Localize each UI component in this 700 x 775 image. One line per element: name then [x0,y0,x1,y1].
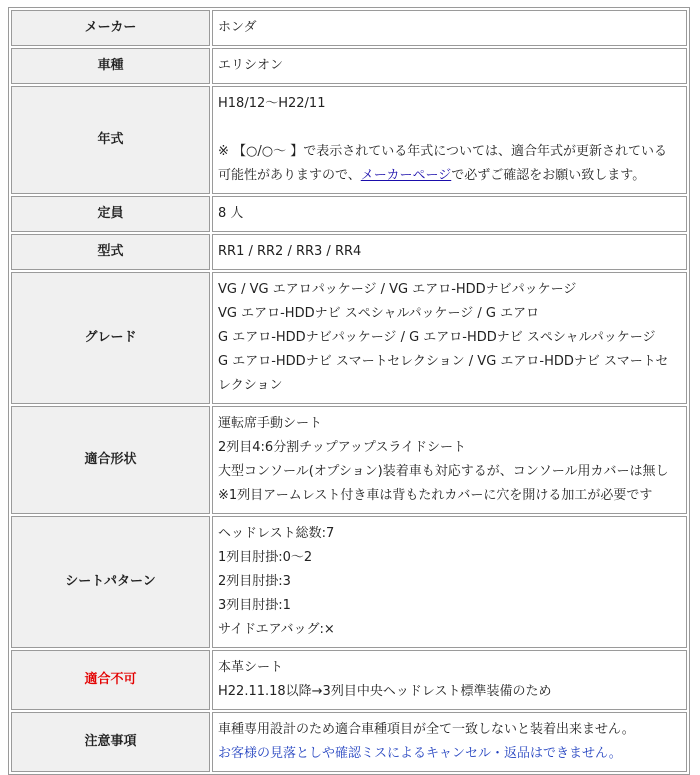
seat-pattern-line: サイドエアバッグ:× [218,622,335,637]
vehicle-fitment-table [8,7,690,775]
fit-shape-line: ※1列目アームレスト付き車は背もたれカバーに穴を開ける加工が必要です [218,488,653,503]
seat-pattern-value-cell [212,516,687,648]
row-capacity [11,196,687,232]
fit-shape-line: 2列目4:6分割チップアップスライドシート [218,440,466,455]
grade-value-cell [212,272,687,404]
year-note-pre: 可能性がありますので、 [218,168,361,183]
maker-value: ホンダ [212,10,687,46]
year-label: 年式 [11,86,210,194]
not-fit-line: 本革シート [218,660,284,675]
row-not-fit [11,650,687,710]
spacer [218,116,680,140]
year-note-line-2 [218,164,680,188]
row-type [11,234,687,270]
not-fit-line: H22.11.18以降→3列目中央ヘッドレスト標準装備のため [218,684,552,699]
grade-line: G エアロ-HDDナビ スマートセレクション / VG エアロ-HDDナビ スマートセ [218,354,669,369]
row-seat-pattern [11,516,687,648]
seat-pattern-line: 3列目肘掛:1 [218,598,291,613]
row-maker [11,10,687,46]
row-caution [11,712,687,772]
seat-pattern-line: 2列目肘掛:3 [218,574,291,589]
model-label: 車種 [11,48,210,84]
type-value: RR1 / RR2 / RR3 / RR4 [212,234,687,270]
caution-value-cell [212,712,687,772]
fit-shape-value-cell [212,406,687,514]
year-note-post: で必ずご確認をお願い致します。 [451,168,646,183]
caution-line-2: お客様の見落としや確認ミスによるキャンセル・返品はできません。 [218,746,622,761]
fit-shape-label: 適合形状 [11,406,210,514]
maker-label: メーカー [11,10,210,46]
model-value: エリシオン [212,48,687,84]
grade-label: グレード [11,272,210,404]
type-label: 型式 [11,234,210,270]
grade-line: G エアロ-HDDナビパッケージ / G エアロ-HDDナビ スペシャルパッケージ [218,330,656,345]
row-grade [11,272,687,404]
fit-shape-line: 大型コンソール(オプション)装着車も対応するが、コンソール用カバーは無し [218,464,669,479]
row-year [11,86,687,194]
caution-label: 注意事項 [11,712,210,772]
caution-line-1: 車種専用設計のため適合車種項目が全て一致しないと装着出来ません。 [218,722,635,737]
maker-page-link[interactable]: メーカーページ [360,168,452,183]
not-fit-label: 適合不可 [11,650,210,710]
row-fit-shape [11,406,687,514]
year-value-cell [212,86,687,194]
grade-line: VG / VG エアロパッケージ / VG エアロ-HDDナビパッケージ [218,282,577,297]
grade-line: レクション [218,378,283,393]
grade-line: VG エアロ-HDDナビ スペシャルパッケージ / G エアロ [218,306,540,321]
seat-pattern-line: ヘッドレスト総数:7 [218,526,335,541]
row-model [11,48,687,84]
year-note-line-1: ※ 【○/○～ 】で表示されている年式については、適合年式が更新されている [218,144,667,159]
capacity-value: 8 人 [212,196,687,232]
fit-shape-line: 運転席手動シート [218,416,323,431]
seat-pattern-line: 1列目肘掛:0～2 [218,550,313,565]
capacity-label: 定員 [11,196,210,232]
seat-pattern-label: シートパターン [11,516,210,648]
year-value: H18/12～H22/11 [218,96,326,111]
not-fit-value-cell [212,650,687,710]
